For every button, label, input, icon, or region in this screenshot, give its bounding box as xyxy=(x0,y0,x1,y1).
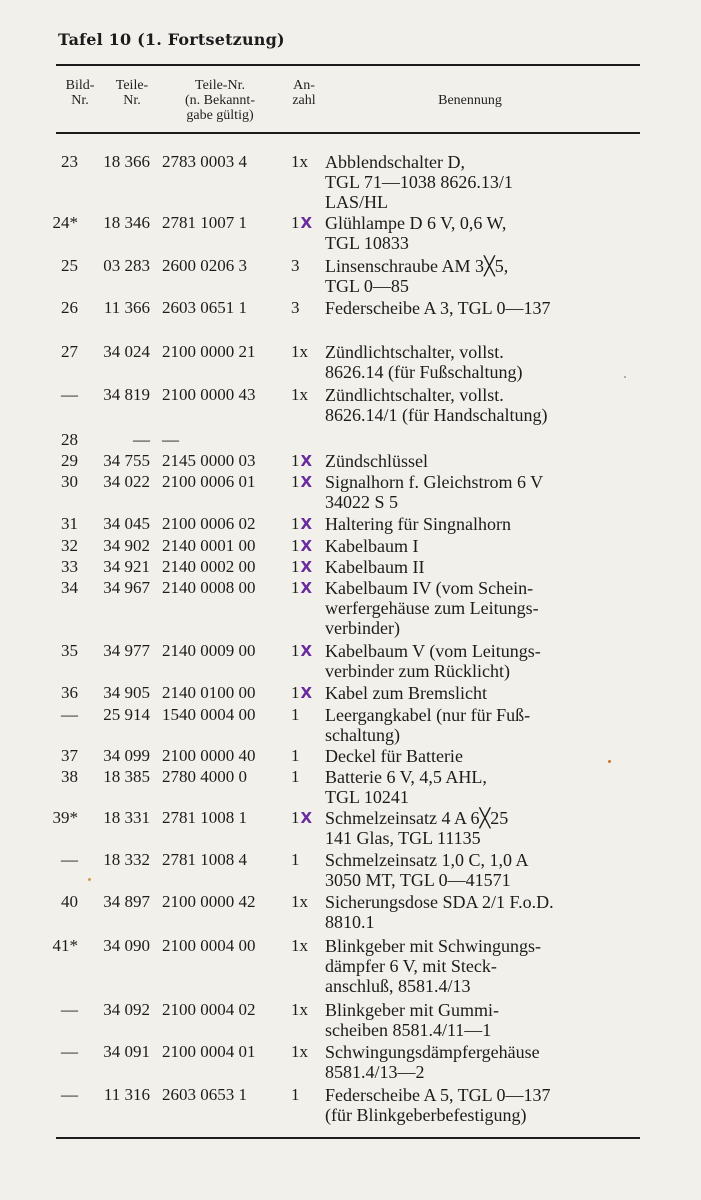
benennung-line: anschluß, 8581.4/13 xyxy=(325,976,471,996)
header-anzahl-line: zahl xyxy=(292,93,316,108)
benennung-line: TGL 71—1038 8626.13/1 xyxy=(325,172,513,192)
benennung xyxy=(325,808,685,848)
bild-nr: — xyxy=(61,385,78,404)
handwritten-check-mark: X xyxy=(300,558,313,576)
header-teile-neu-line: Teile-Nr. xyxy=(195,78,245,93)
benennung-line: werfergehäuse zum Leitungs- xyxy=(325,598,539,618)
benennung-line: 8626.14/1 (für Handschaltung) xyxy=(325,405,548,425)
benennung-line: Signalhorn f. Gleichstrom 6 V xyxy=(325,472,544,492)
anzahl xyxy=(291,385,323,405)
header-teile-neu xyxy=(164,78,276,123)
table-bottom-rule xyxy=(56,1137,640,1139)
teile-nr: 34 024 xyxy=(103,342,150,361)
header-bild xyxy=(58,78,102,108)
benennung-line: Sicherungsdose SDA 2/1 F.o.D. xyxy=(325,892,554,912)
print-speck xyxy=(88,878,91,881)
teile-nr: 34 921 xyxy=(103,557,150,576)
bild-nr: 41* xyxy=(52,936,78,955)
teile-nr: 11 366 xyxy=(103,298,150,317)
print-speck xyxy=(624,376,626,378)
anzahl xyxy=(291,746,323,766)
teile-nr-neu: 2783 0003 4 xyxy=(162,152,247,171)
header-benennung: Benennung xyxy=(438,93,502,108)
bild-nr: 28 xyxy=(61,430,78,449)
benennung xyxy=(325,1042,685,1082)
benennung xyxy=(325,298,685,318)
benennung-line: Zündlichtschalter, vollst. xyxy=(325,385,504,405)
anzahl-value: 1 xyxy=(291,1085,300,1104)
benennung-line: 34022 S 5 xyxy=(325,492,399,512)
anzahl xyxy=(291,683,323,703)
bild-nr: 37 xyxy=(61,746,78,765)
benennung-line: Federscheibe A 5, TGL 0—137 xyxy=(325,1085,551,1105)
anzahl-value: 1 xyxy=(291,536,300,555)
anzahl xyxy=(291,641,323,661)
benennung xyxy=(325,578,685,638)
teile-nr-neu: 2781 1007 1 xyxy=(162,213,247,232)
handwritten-check-mark: X xyxy=(300,473,313,491)
benennung xyxy=(325,472,685,512)
anzahl xyxy=(291,256,323,276)
teile-nr-neu: 2140 0100 00 xyxy=(162,683,256,702)
anzahl xyxy=(291,342,323,362)
page-title: Tafel 10 (1. Fortsetzung) xyxy=(58,30,285,49)
benennung xyxy=(325,536,685,556)
anzahl-value: 1 xyxy=(291,472,300,491)
anzahl-value: 1x xyxy=(291,152,308,171)
anzahl xyxy=(291,850,323,870)
bild-nr: — xyxy=(61,705,78,724)
bild-nr: 24* xyxy=(52,213,78,232)
teile-nr: 25 914 xyxy=(103,705,150,724)
benennung-line: 8626.14 (für Fußschaltung) xyxy=(325,362,523,382)
teile-nr: 34 897 xyxy=(103,892,150,911)
anzahl-value: 1 xyxy=(291,514,300,533)
teile-nr-neu: 2100 0000 42 xyxy=(162,892,256,911)
benennung xyxy=(325,152,685,212)
benennung xyxy=(325,705,685,745)
teile-nr: 34 977 xyxy=(103,641,150,660)
benennung-line: 3050 MT, TGL 0—41571 xyxy=(325,870,511,890)
teile-nr-neu: 2603 0651 1 xyxy=(162,298,247,317)
anzahl-value: 1 xyxy=(291,578,300,597)
teile-nr-neu: 2100 0000 21 xyxy=(162,342,256,361)
teile-nr-neu: 2781 1008 1 xyxy=(162,808,247,827)
benennung xyxy=(325,767,685,807)
teile-nr: 34 819 xyxy=(103,385,150,404)
bild-nr: 40 xyxy=(61,892,78,911)
bild-nr: 27 xyxy=(61,342,78,361)
bild-nr: 39* xyxy=(52,808,78,827)
anzahl-value: 1x xyxy=(291,936,308,955)
benennung-line: 8810.1 xyxy=(325,912,375,932)
benennung-line: Batterie 6 V, 4,5 AHL, xyxy=(325,767,487,787)
anzahl xyxy=(291,808,323,828)
teile-nr-neu: 2100 0006 02 xyxy=(162,514,256,533)
header-bild-line: Bild- xyxy=(65,78,95,93)
benennung-line: 8581.4/13—2 xyxy=(325,1062,425,1082)
benennung xyxy=(325,936,685,996)
teile-nr-neu: 2781 1008 4 xyxy=(162,850,247,869)
benennung-line: Zündlichtschalter, vollst. xyxy=(325,342,504,362)
teile-nr: 34 090 xyxy=(103,936,150,955)
benennung-line: Schmelzeinsatz 1,0 C, 1,0 A xyxy=(325,850,529,870)
header-teile-neu-line: (n. Bekannt- xyxy=(185,93,255,108)
teile-nr: 34 099 xyxy=(103,746,150,765)
anzahl-value: 1 xyxy=(291,557,300,576)
anzahl-value: 1 xyxy=(291,705,300,724)
benennung-line: Blinkgeber mit Gummi- xyxy=(325,1000,499,1020)
header-anzahl-line: An- xyxy=(293,78,315,93)
teile-nr: 18 366 xyxy=(103,152,150,171)
benennung xyxy=(325,892,685,932)
anzahl-value: 1x xyxy=(291,892,308,911)
bild-nr: 36 xyxy=(61,683,78,702)
header-bottom-rule xyxy=(56,132,640,134)
benennung-line: 141 Glas, TGL 11135 xyxy=(325,828,481,848)
teile-nr-neu: 2603 0653 1 xyxy=(162,1085,247,1104)
print-speck xyxy=(608,760,611,763)
anzahl-value: 1 xyxy=(291,683,300,702)
bild-nr: 32 xyxy=(61,536,78,555)
anzahl xyxy=(291,536,323,556)
anzahl-value: 1 xyxy=(291,767,300,786)
teile-nr: 18 385 xyxy=(103,767,150,786)
bild-nr: — xyxy=(61,1042,78,1061)
anzahl xyxy=(291,472,323,492)
benennung-line: Blinkgeber mit Schwingungs- xyxy=(325,936,541,956)
benennung-line: LAS/HL xyxy=(325,192,388,212)
teile-nr: 18 332 xyxy=(103,850,150,869)
teile-nr: 34 022 xyxy=(103,472,150,491)
teile-nr: 34 091 xyxy=(103,1042,150,1061)
benennung-line: Federscheibe A 3, TGL 0—137 xyxy=(325,298,551,318)
benennung-line: Schwingungsdämpfergehäuse xyxy=(325,1042,540,1062)
header-anzahl xyxy=(282,78,326,108)
benennung xyxy=(325,850,685,890)
handwritten-check-mark: X xyxy=(300,642,313,660)
anzahl xyxy=(291,152,323,172)
benennung xyxy=(325,385,685,425)
benennung-line: TGL 10241 xyxy=(325,787,409,807)
teile-nr: 34 902 xyxy=(103,536,150,555)
teile-nr-neu: 2100 0004 02 xyxy=(162,1000,256,1019)
handwritten-check-mark: X xyxy=(300,684,313,702)
benennung xyxy=(325,342,685,382)
handwritten-check-mark: X xyxy=(300,809,313,827)
benennung-line: TGL 0—85 xyxy=(325,276,409,296)
benennung xyxy=(325,256,685,296)
anzahl-value: 1 xyxy=(291,746,300,765)
teile-nr: 34 755 xyxy=(103,451,150,470)
benennung-line: Kabelbaum IV (vom Schein- xyxy=(325,578,534,598)
benennung xyxy=(325,514,685,534)
bild-nr: 33 xyxy=(61,557,78,576)
anzahl xyxy=(291,578,323,598)
benennung xyxy=(325,1085,685,1125)
header-bild-line: Nr. xyxy=(71,93,89,108)
anzahl xyxy=(291,705,323,725)
teile-nr: 34 092 xyxy=(103,1000,150,1019)
handwritten-check-mark: X xyxy=(300,214,313,232)
anzahl xyxy=(291,557,323,577)
benennung-line: schaltung) xyxy=(325,725,400,745)
teile-nr: 34 905 xyxy=(103,683,150,702)
teile-nr-neu: — xyxy=(162,430,179,449)
teile-nr-neu: 2100 0000 43 xyxy=(162,385,256,404)
teile-nr-neu: 2100 0004 00 xyxy=(162,936,256,955)
anzahl xyxy=(291,1000,323,1020)
bild-nr: — xyxy=(61,1085,78,1104)
anzahl-value: 1 xyxy=(291,451,300,470)
teile-nr-neu: 2600 0206 3 xyxy=(162,256,247,275)
benennung xyxy=(325,683,685,703)
teile-nr: 03 283 xyxy=(103,256,150,275)
anzahl-value: 1 xyxy=(291,850,300,869)
anzahl-value: 3 xyxy=(291,256,300,275)
header-teile-neu-line: gabe gültig) xyxy=(186,108,254,123)
teile-nr-neu: 2100 0006 01 xyxy=(162,472,256,491)
benennung xyxy=(325,746,685,766)
teile-nr-neu: 2100 0000 40 xyxy=(162,746,256,765)
header-teile xyxy=(104,78,160,108)
bild-nr: 35 xyxy=(61,641,78,660)
teile-nr: — xyxy=(133,430,150,449)
benennung-line: Kabel zum Bremslicht xyxy=(325,683,487,703)
handwritten-check-mark: X xyxy=(300,579,313,597)
benennung xyxy=(325,213,685,253)
benennung-line: (für Blinkgeberbefestigung) xyxy=(325,1105,527,1125)
benennung xyxy=(325,451,685,471)
handwritten-check-mark: X xyxy=(300,537,313,555)
teile-nr-neu: 2780 4000 0 xyxy=(162,767,247,786)
teile-nr-neu: 1540 0004 00 xyxy=(162,705,256,724)
anzahl xyxy=(291,892,323,912)
benennung-line: TGL 10833 xyxy=(325,233,409,253)
bild-nr: 25 xyxy=(61,256,78,275)
benennung-line: Glühlampe D 6 V, 0,6 W, xyxy=(325,213,507,233)
bild-nr: 23 xyxy=(61,152,78,171)
teile-nr-neu: 2140 0002 00 xyxy=(162,557,256,576)
bild-nr: 34 xyxy=(61,578,78,597)
benennung-line: Kabelbaum I xyxy=(325,536,419,556)
anzahl-value: 1 xyxy=(291,641,300,660)
anzahl-value: 1x xyxy=(291,342,308,361)
anzahl xyxy=(291,213,323,233)
anzahl-value: 1x xyxy=(291,385,308,404)
anzahl-value: 1x xyxy=(291,1042,308,1061)
anzahl xyxy=(291,1085,323,1105)
bild-nr: 30 xyxy=(61,472,78,491)
benennung-line: Kabelbaum V (vom Leitungs- xyxy=(325,641,541,661)
anzahl xyxy=(291,514,323,534)
benennung xyxy=(325,557,685,577)
bild-nr: 31 xyxy=(61,514,78,533)
teile-nr: 18 331 xyxy=(103,808,150,827)
header-teile-line: Nr. xyxy=(123,93,141,108)
teile-nr-neu: 2140 0001 00 xyxy=(162,536,256,555)
benennung-line: Kabelbaum II xyxy=(325,557,425,577)
benennung-line: scheiben 8581.4/11—1 xyxy=(325,1020,492,1040)
header-teile-line: Teile- xyxy=(115,78,149,93)
handwritten-check-mark: X xyxy=(300,515,313,533)
anzahl-value: 1x xyxy=(291,1000,308,1019)
benennung-line: Haltering für Singnalhorn xyxy=(325,514,511,534)
anzahl-value: 1 xyxy=(291,808,300,827)
bild-nr: — xyxy=(61,1000,78,1019)
bild-nr: 26 xyxy=(61,298,78,317)
benennung-line: verbinder zum Rücklicht) xyxy=(325,661,510,681)
teile-nr: 18 346 xyxy=(103,213,150,232)
benennung-line: Schmelzeinsatz 4 A 6╳25 xyxy=(325,808,509,828)
benennung-line: dämpfer 6 V, mit Steck- xyxy=(325,956,497,976)
benennung-line: Leergangkabel (nur für Fuß- xyxy=(325,705,531,725)
benennung-line: Linsenschraube AM 3╳5, xyxy=(325,256,509,276)
anzahl xyxy=(291,1042,323,1062)
benennung-line: Abblendschalter D, xyxy=(325,152,465,172)
anzahl xyxy=(291,936,323,956)
benennung-line: Deckel für Batterie xyxy=(325,746,463,766)
benennung-line: verbinder) xyxy=(325,618,400,638)
bild-nr: — xyxy=(61,850,78,869)
teile-nr-neu: 2100 0004 01 xyxy=(162,1042,256,1061)
handwritten-check-mark: X xyxy=(300,452,313,470)
bild-nr: 29 xyxy=(61,451,78,470)
teile-nr-neu: 2140 0008 00 xyxy=(162,578,256,597)
teile-nr: 34 045 xyxy=(103,514,150,533)
anzahl xyxy=(291,767,323,787)
teile-nr-neu: 2145 0000 03 xyxy=(162,451,256,470)
benennung xyxy=(325,1000,685,1040)
header-top-rule xyxy=(56,64,640,66)
benennung xyxy=(325,641,685,681)
anzahl xyxy=(291,451,323,471)
teile-nr: 34 967 xyxy=(103,578,150,597)
anzahl xyxy=(291,298,323,318)
anzahl-value: 1 xyxy=(291,213,300,232)
teile-nr: 11 316 xyxy=(103,1085,150,1104)
benennung-line: Zündschlüssel xyxy=(325,451,428,471)
anzahl-value: 3 xyxy=(291,298,300,317)
teile-nr-neu: 2140 0009 00 xyxy=(162,641,256,660)
bild-nr: 38 xyxy=(61,767,78,786)
